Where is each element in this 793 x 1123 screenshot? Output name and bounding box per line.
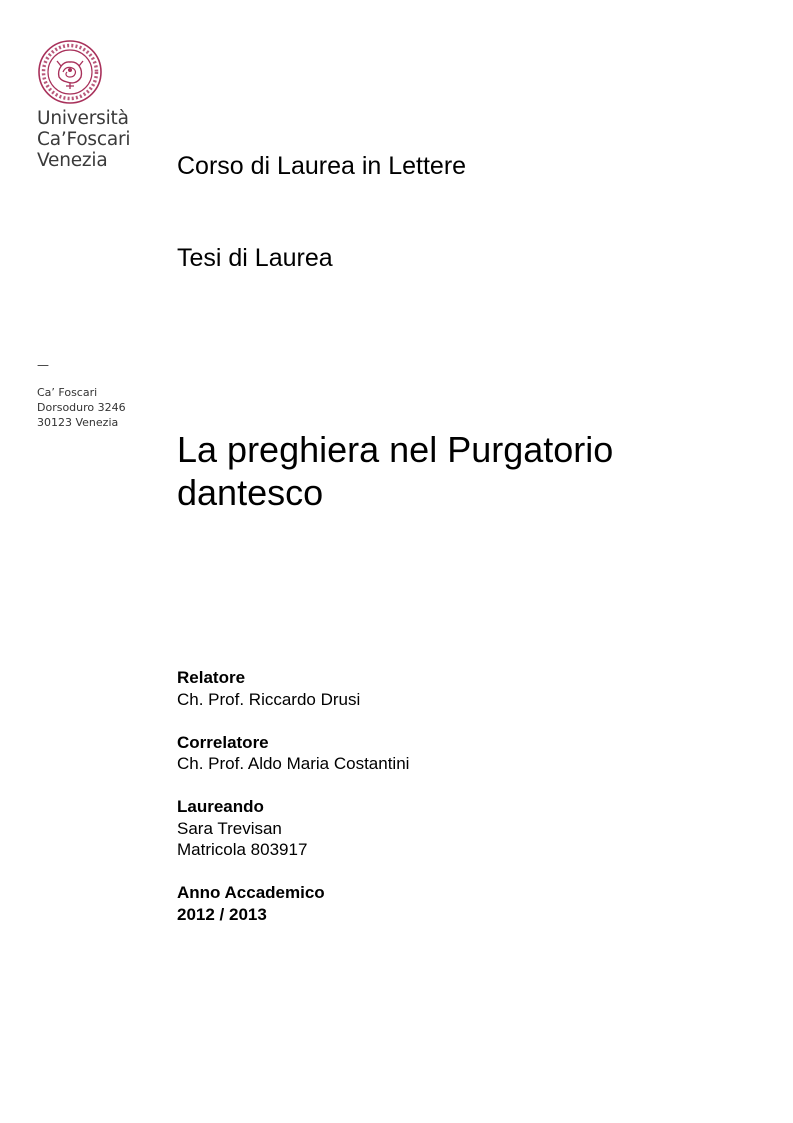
thesis-title	[177, 428, 737, 514]
correlatore-label: Correlatore	[177, 732, 269, 752]
university-name	[37, 108, 157, 171]
thesis-title-line-1: La preghiera nel Purgatorio	[177, 429, 614, 470]
address-line-3: 30123 Venezia	[37, 416, 119, 429]
address-line-1: Ca’ Foscari	[37, 386, 98, 399]
correlatore-name: Ch. Prof. Aldo Maria Costantini	[177, 754, 410, 773]
laureando-label: Laureando	[177, 797, 264, 816]
laureando-section	[177, 796, 697, 861]
university-seal-icon	[37, 39, 103, 105]
relatore-section	[177, 667, 697, 710]
thesis-type: Tesi di Laurea	[177, 244, 333, 272]
anno-section	[177, 882, 697, 925]
anno-value: 2012 / 2013	[177, 904, 267, 924]
address-line-2: Dorsoduro 3246	[37, 401, 126, 414]
address-divider: —	[37, 358, 49, 372]
laureando-matricola: Matricola 803917	[177, 840, 308, 859]
course-name: Corso di Laurea in Lettere	[177, 152, 467, 180]
thesis-roles	[177, 667, 697, 947]
thesis-title-line-2: dantesco	[177, 472, 324, 513]
university-address	[37, 385, 126, 430]
university-name-line-3: Venezia	[37, 150, 108, 171]
relatore-label: Relatore	[177, 668, 246, 687]
anno-label: Anno Accademico	[177, 883, 325, 902]
laureando-name: Sara Trevisan	[177, 818, 282, 838]
relatore-name: Ch. Prof. Riccardo Drusi	[177, 689, 361, 709]
correlatore-section	[177, 732, 697, 775]
university-name-line-1: Università	[37, 108, 129, 129]
university-name-line-2: Ca’Foscari	[37, 129, 131, 150]
